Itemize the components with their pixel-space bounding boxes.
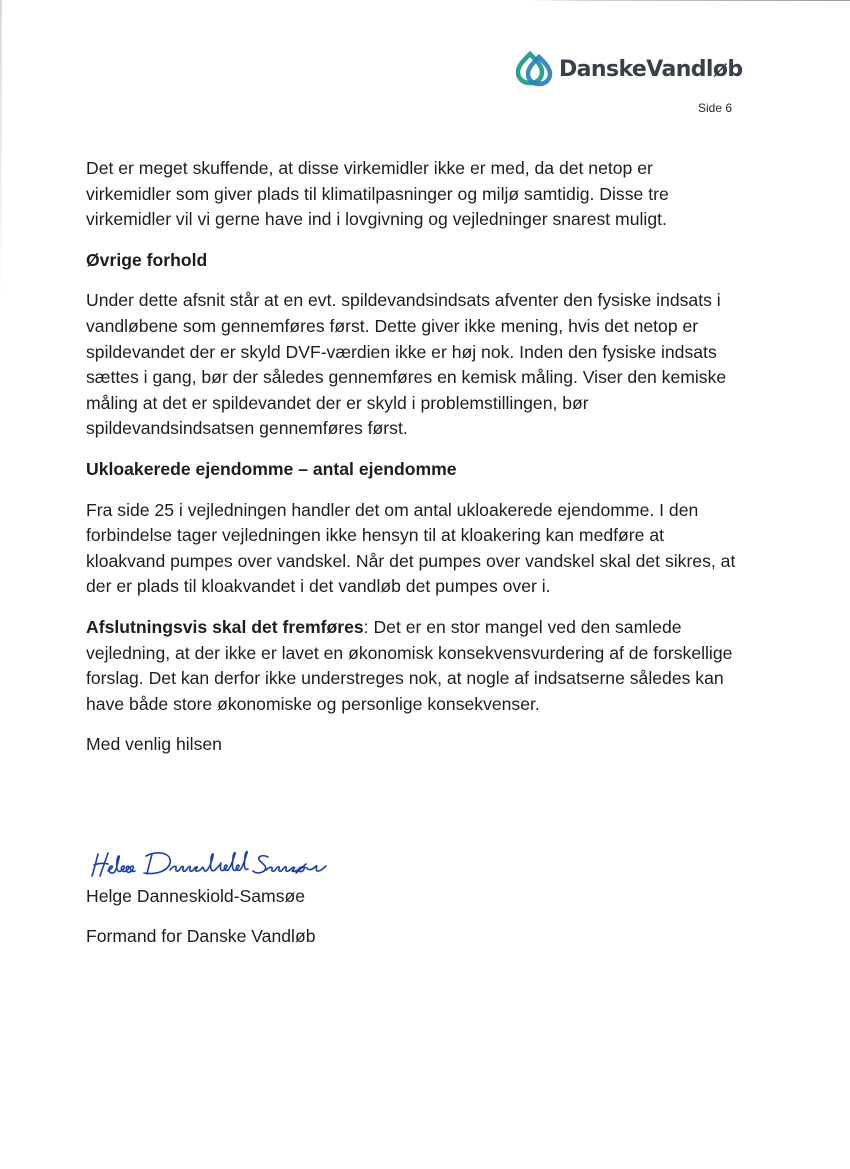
closing-greeting: Med venlig hilsen xyxy=(86,734,222,755)
paragraph-conclusion xyxy=(86,615,736,717)
section-heading: Ukloakerede ejendomme – antal ejendomme xyxy=(86,458,457,479)
paragraph: Det er meget skuffende, at disse virkemidler ikke er med, da det netop er virkemidler som giver plads til klimatilpasninger og miljø samtidig. Disse tre virkemidler vil vi gerne have ind i lovgivning og vejledninger snarest muligt. xyxy=(86,158,669,230)
signatory-name: Helge Danneskiold-Samsøe xyxy=(86,886,306,906)
page-number: Side 6 xyxy=(697,101,732,115)
handwritten-signature xyxy=(90,844,340,884)
paragraph: Under dette afsnit står at en evt. spildevandsindsats afventer den fysiske indsats i vandløbene som gennemføres først. Dette giver ikke mening, hvis det netop er spildevandet der er skyld DVF-værdien ikke er høj nok. Inden den fysiske indsats sættes i gang, bør der således gennemføres en kemisk måling. Viser den kemiske måling at det er spildevandet der er skyld i problemstillingen, bør spildevandsindsatsen gennemføres først. xyxy=(86,290,727,439)
letter-body xyxy=(86,156,736,758)
scan-edge-top xyxy=(0,0,850,1)
conclusion-text: : Det er en stor mangel ved den samlede vejledning, at der ikke er lavet en økonomisk konsekvensvurdering af de forskellige forslag. Det kan derfor ikke understreges nok, at nogle af indsatserne således kan have både store økonomiske og personlige konsekvenser. xyxy=(86,616,733,714)
logo xyxy=(515,50,743,88)
paragraph: Fra side 25 i vejledningen handler det om antal ukloakerede ejendomme. I den forbindelse tager vejledningen ikke hensyn til at kloakering kan medføre at kloakvand pumpes over vandskel. Når det pumpes over vandskel skal det sikres, at der er plads til kloakvandet i det vandløb det pumpes over i. xyxy=(86,499,736,597)
scan-edge-left xyxy=(0,0,2,300)
section-heading: Øvrige forhold xyxy=(86,249,208,270)
conclusion-lead: Afslutningsvis skal det fremføres xyxy=(86,616,364,637)
logo-text: DanskeVandløb xyxy=(559,56,743,82)
signatory-title: Formand for Danske Vandløb xyxy=(86,926,316,946)
water-drops-icon xyxy=(515,50,553,88)
